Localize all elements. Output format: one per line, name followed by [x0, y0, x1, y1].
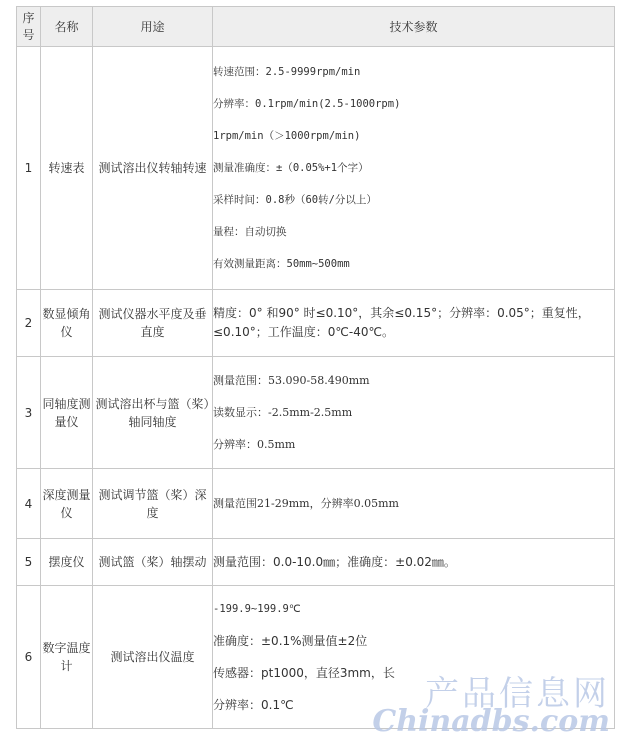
- row-number: 1: [17, 47, 41, 290]
- instrument-name: 摆度仪: [41, 539, 93, 586]
- table-row: [17, 357, 615, 469]
- watermark-cn: 产品信息网: [425, 674, 610, 714]
- instrument-use: 测试溶出仪温度: [93, 586, 213, 729]
- param-line: 分辨率：0.5mm: [213, 437, 296, 451]
- header-params: 技术参数: [213, 7, 615, 47]
- param-line: 读数显示：-2.5mm-2.5mm: [213, 405, 353, 419]
- table-row: [17, 586, 615, 729]
- param-line: 测量范围：53.090-58.490mm: [213, 373, 370, 387]
- instrument-name: 深度测量仪: [41, 469, 93, 539]
- instrument-name: 转速表: [41, 47, 93, 290]
- tech-params: [213, 47, 615, 290]
- instrument-use: 测试篮（桨）轴摆动: [93, 539, 213, 586]
- param-line: 准确度：±0.1%测量值±2位: [213, 634, 368, 648]
- table-row: [17, 47, 615, 290]
- tech-params: [213, 586, 615, 729]
- header-index: 序号: [17, 7, 41, 47]
- table-row: [17, 290, 615, 357]
- row-number: 4: [17, 469, 41, 539]
- header-row: [17, 7, 615, 47]
- param-line: 分辨率：0.1rpm/min(2.5-1000rpm): [213, 98, 401, 110]
- param-line: 测量范围：0.0-10.0㎜；准确度：±0.02㎜。: [213, 555, 456, 569]
- instrument-name: 同轴度测量仪: [41, 357, 93, 469]
- instrument-use: 测试溶出仪转轴转速: [93, 47, 213, 290]
- row-number: 6: [17, 586, 41, 729]
- watermark-en: Chinadbs.com: [372, 704, 610, 739]
- tech-params: [213, 357, 615, 469]
- param-line: 采样时间：0.8秒（60转/分以上）: [213, 194, 377, 206]
- row-number: 2: [17, 290, 41, 357]
- row-number: 3: [17, 357, 41, 469]
- instrument-use: 测试调节篮（桨）深度: [93, 469, 213, 539]
- instrument-name: 数字温度计: [41, 586, 93, 729]
- table-row: [17, 539, 615, 586]
- param-line: 测量准确度：±（0.05%+1个字）: [213, 162, 369, 174]
- param-line: 测量范围21-29mm，分辨率0.05mm: [213, 496, 399, 510]
- param-line: 1rpm/min（＞1000rpm/min): [213, 130, 361, 142]
- param-line: 转速范围：2.5-9999rpm/min: [213, 66, 361, 78]
- param-line: 传感器：pt1000，直径3mm，长: [213, 666, 395, 680]
- header-name: 名称: [41, 7, 93, 47]
- param-line: 有效测量距离：50mm~500mm: [213, 258, 350, 270]
- instrument-name: 数显倾角仪: [41, 290, 93, 357]
- tech-params: [213, 469, 615, 539]
- table-row: [17, 469, 615, 539]
- param-line: -199.9~199.9℃: [213, 603, 301, 615]
- instrument-use: 测试溶出杯与篮（桨）轴同轴度: [93, 357, 213, 469]
- instrument-use: 测试仪器水平度及垂直度: [93, 290, 213, 357]
- header-use: 用途: [93, 7, 213, 47]
- param-line: 量程：自动切换: [213, 226, 287, 238]
- tech-params: [213, 290, 615, 357]
- param-line: 分辨率：0.1℃: [213, 698, 294, 712]
- param-line: 精度：0° 和90° 时≤0.10°，其余≤0.15°；分辨率：0.05°；重复性，≤0.10°；工作温度：0℃-40℃。: [213, 306, 590, 339]
- tech-params: [213, 539, 615, 586]
- row-number: 5: [17, 539, 41, 586]
- spec-table: [16, 6, 615, 729]
